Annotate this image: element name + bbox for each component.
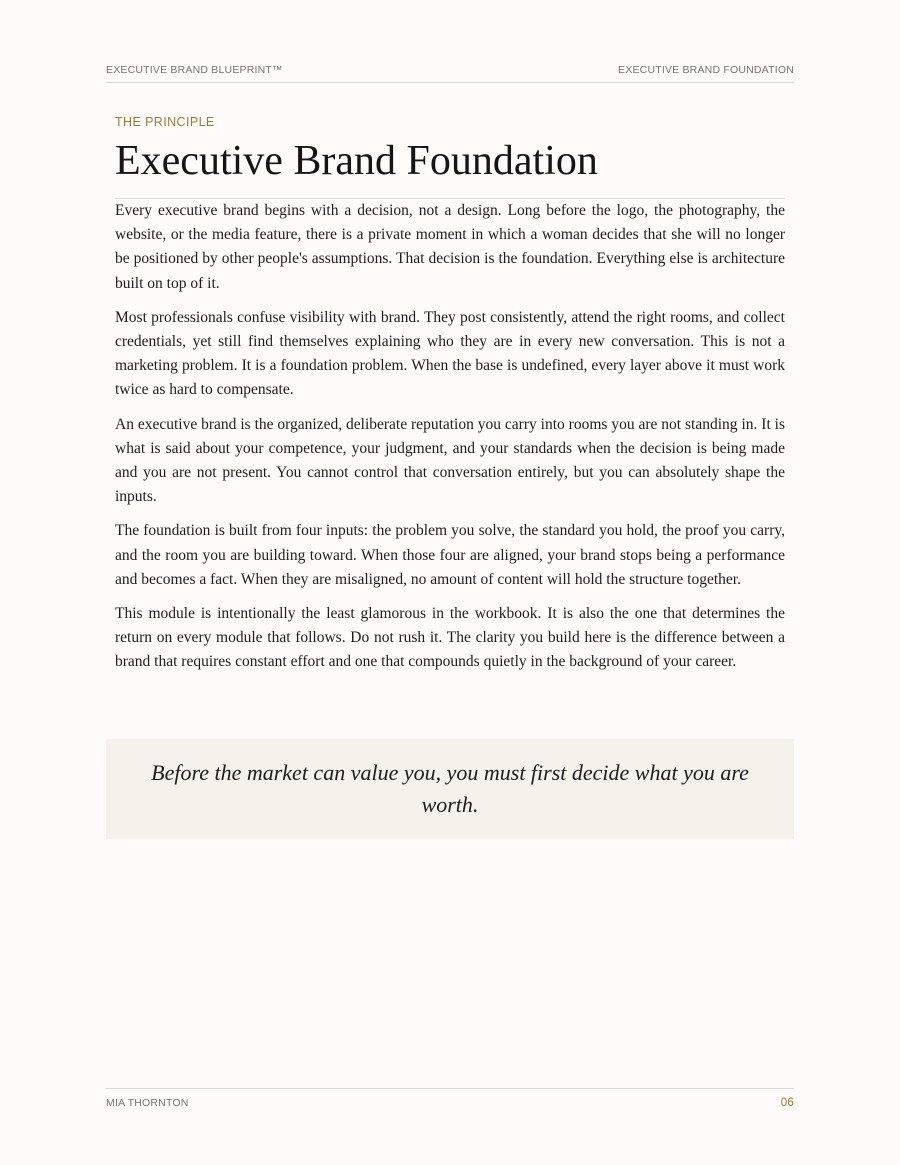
pull-quote [106,739,794,839]
header-brand-label: EXECUTIVE BRAND BLUEPRINT™ [106,64,283,76]
running-footer [106,1088,794,1109]
section-eyebrow: THE PRINCIPLE [115,115,215,129]
body-paragraph: The foundation is built from four inputs: the problem you solve, the standard you hold, the proof you carry, and the room you are building toward. When those four are aligned, your brand stops being a performance and becomes a fact. When they are misaligned, no amount of content will hold the structure together. [115,522,785,588]
footer-author: MIA THORNTON [106,1097,189,1109]
main-content [115,114,785,685]
body-paragraph: Every executive brand begins with a decision, not a design. Long before the logo, the photography, the website, or the media feature, there is a private moment in which a woman decides that she will no longer be positioned by other people's assumptions. That decision is the foundation. Everything else is architecture built on top of it. [115,202,785,292]
page-number: 06 [780,1097,794,1109]
body-paragraph: This module is intentionally the least glamorous in the workbook. It is also the one that determines the return on every module that follows. Do not rush it. The clarity you build here is the difference between a brand that requires constant effort and one that compounds quietly in the background of your career. [115,605,785,671]
body-paragraph: An executive brand is the organized, deliberate reputation you carry into rooms you are not standing in. It is what is said about your competence, your judgment, and your standards when the decision is being made and you are not present. You cannot control that conversation entirely, but you can absolutely shape the inputs. [115,415,785,506]
running-header [106,64,794,83]
header-section-label: EXECUTIVE BRAND FOUNDATION [618,64,794,76]
pull-quote-text: Before the market can value you, you must first decide what you are worth. [151,760,749,817]
body-paragraph: Most professionals confuse visibility with brand. They post consistently, attend the right rooms, and collect credentials, yet still find themselves explaining who they are in every new conversation. This is not a marketing problem. It is a foundation problem. When the base is undefined, every layer above it must work twice as hard to compensate. [115,308,785,399]
page-title: Executive Brand Foundation [115,135,785,199]
